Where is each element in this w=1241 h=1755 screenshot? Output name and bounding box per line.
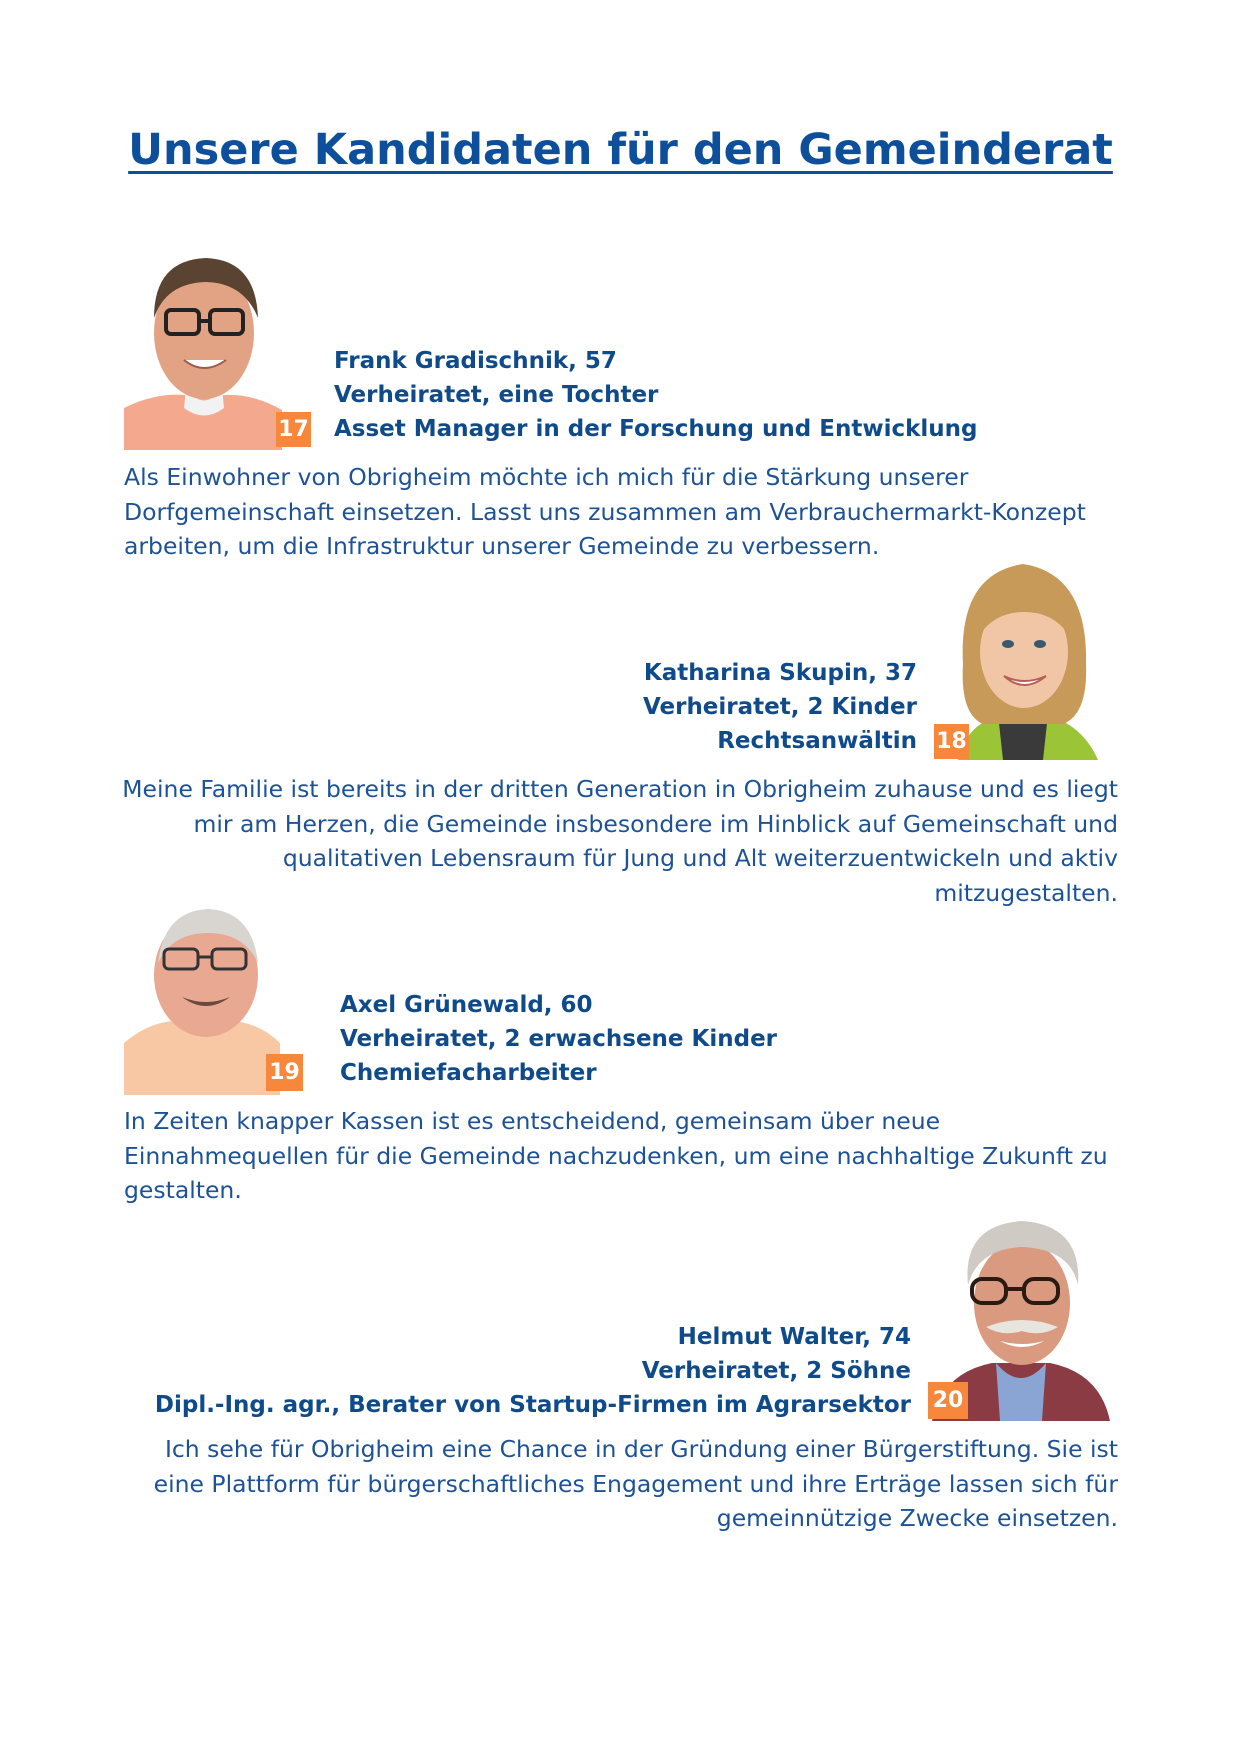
candidate-statement — [124, 1104, 1108, 1208]
candidate-statement — [154, 1432, 1118, 1536]
statement-line: mitzugestalten. — [934, 878, 1118, 907]
statement-line: Als Einwohner von Obrigheim möchte ich mich für die Stärkung unserer — [124, 463, 969, 491]
statement-line: qualitativen Lebensraum für Jung und Alt weiterzuentwickeln und aktiv — [282, 844, 1118, 872]
candidate-name-age: Katharina Skupin, 37 — [643, 660, 917, 686]
candidate-profession: Chemiefacharbeiter — [340, 1060, 597, 1086]
candidate-family: Verheiratet, 2 Kinder — [642, 694, 917, 720]
statement-line: Ich sehe für Obrigheim eine Chance in der Gründung einer Bürgerstiftung. Sie ist — [164, 1435, 1118, 1463]
page-title: Unsere Kandidaten für den Gemeinderat — [128, 125, 1113, 175]
statement-line: Einnahmequellen für die Gemeinde nachzudenken, um eine nachhaltige Zukunft zu — [124, 1141, 1108, 1170]
candidate-name-age: Frank Gradischnik, 57 — [334, 348, 617, 374]
candidate-name-age: Helmut Walter, 74 — [677, 1324, 911, 1350]
candidate-info — [340, 988, 777, 1090]
candidate-family: Verheiratet, eine Tochter — [334, 382, 659, 408]
statement-line: gemeinnützige Zwecke einsetzen. — [716, 1504, 1118, 1532]
list-number-badge: 19 — [266, 1054, 303, 1091]
list-number-badge: 18 — [934, 724, 969, 759]
statement-line: mir am Herzen, die Gemeinde insbesondere im Hinblick auf Gemeinschaft und — [193, 809, 1118, 838]
statement-line: Meine Familie ist bereits in der dritten Generation in Obrigheim zuhause und es liegt — [122, 775, 1118, 803]
statement-line: Dorfgemeinschaft einsetzen. Lasst uns zusammen am Verbrauchermarkt-Konzept — [124, 497, 1086, 526]
statement-line: gestalten. — [124, 1176, 242, 1204]
list-number-badge: 17 — [276, 412, 311, 447]
candidate-family: Verheiratet, 2 Söhne — [641, 1358, 911, 1384]
statement-line: eine Plattform für bürgerschaftliches Engagement und ihre Erträge lassen sich für — [153, 1469, 1118, 1498]
candidate-info — [643, 656, 917, 758]
candidate-photo-frank-gradischnik — [124, 238, 282, 450]
statement-line: In Zeiten knapper Kassen ist es entscheidend, gemeinsam über neue — [124, 1107, 941, 1135]
candidate-info — [334, 344, 977, 446]
candidate-profession: Rechtsanwältin — [717, 728, 917, 754]
candidate-family: Verheiratet, 2 erwachsene Kinder — [340, 1026, 778, 1052]
candidate-photo-axel-gruenewald — [124, 893, 280, 1095]
candidate-profession: Asset Manager in der Forschung und Entwicklung — [334, 416, 978, 442]
candidate-profession: Dipl.-Ing. agr., Berater von Startup-Firmen im Agrarsektor — [154, 1392, 911, 1418]
candidate-name-age: Axel Grünewald, 60 — [340, 992, 593, 1018]
candidate-statement — [122, 772, 1118, 910]
candidate-statement — [124, 460, 1086, 564]
candidate-info — [155, 1320, 911, 1422]
statement-line: arbeiten, um die Infrastruktur unserer Gemeinde zu verbessern. — [124, 532, 880, 560]
list-number-badge: 20 — [928, 1382, 968, 1419]
